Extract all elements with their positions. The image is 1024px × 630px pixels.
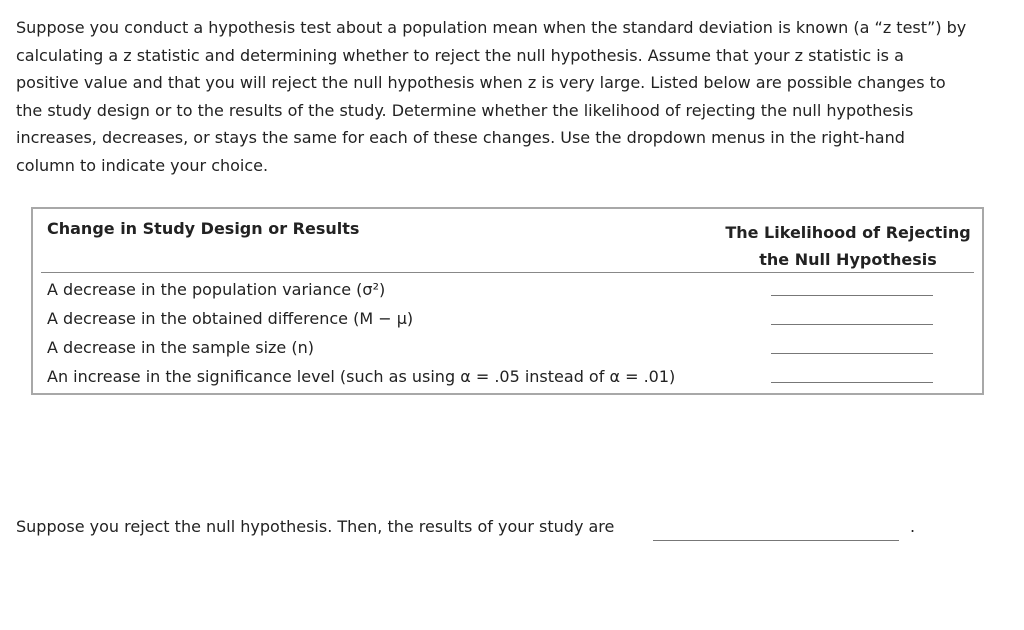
row-label-sample-size: A decrease in the sample size (n) xyxy=(47,338,314,357)
row-label-difference: A decrease in the obtained difference (M − μ) xyxy=(47,309,414,328)
row-label-significance: An increase in the significance level (such as using α = .05 instead of α = .01) xyxy=(47,367,676,386)
header-change-column: Change in Study Design or Results xyxy=(47,219,360,238)
dropdown-variance[interactable] xyxy=(771,295,933,296)
instructions-line: calculating a z statistic and determining whether to reject the null hypothesis. Assume that your z statistic is a xyxy=(16,45,904,65)
instructions-paragraph xyxy=(16,14,1006,180)
table-row-variance xyxy=(47,275,967,304)
conclusion-period: . xyxy=(910,517,916,536)
instructions-line: column to indicate your choice. xyxy=(16,155,269,175)
header-likelihood-line1: The Likelihood of Rejecting xyxy=(725,223,971,242)
conclusion-prompt: Suppose you reject the null hypothesis. Then, the results of your study are xyxy=(16,517,615,536)
dropdown-conclusion[interactable] xyxy=(653,540,899,541)
header-likelihood-column xyxy=(718,219,978,273)
instructions-line: positive value and that you will reject the null hypothesis when z is very large. Listed below are possible changes to xyxy=(16,73,946,93)
changes-table xyxy=(31,207,984,395)
dropdown-significance[interactable] xyxy=(771,382,933,383)
header-divider xyxy=(41,272,974,273)
instructions-line: Suppose you conduct a hypothesis test about a population mean when the standard deviation is known (a “z test”) by xyxy=(16,18,967,37)
instructions-line: increases, decreases, or stays the same for each of these changes. Use the dropdown menus in the right-hand xyxy=(16,128,905,148)
table-row-significance xyxy=(47,362,967,391)
instructions-line: the study design or to the results of the study. Determine whether the likelihood of rejecting the null hypothesis xyxy=(16,100,914,120)
table-row-difference xyxy=(47,304,967,333)
dropdown-sample-size[interactable] xyxy=(771,353,933,354)
header-likelihood-line2: the Null Hypothesis xyxy=(759,250,937,269)
table-row-sample-size xyxy=(47,333,967,362)
row-label-variance: A decrease in the population variance (σ²) xyxy=(47,280,386,299)
dropdown-difference[interactable] xyxy=(771,324,933,325)
